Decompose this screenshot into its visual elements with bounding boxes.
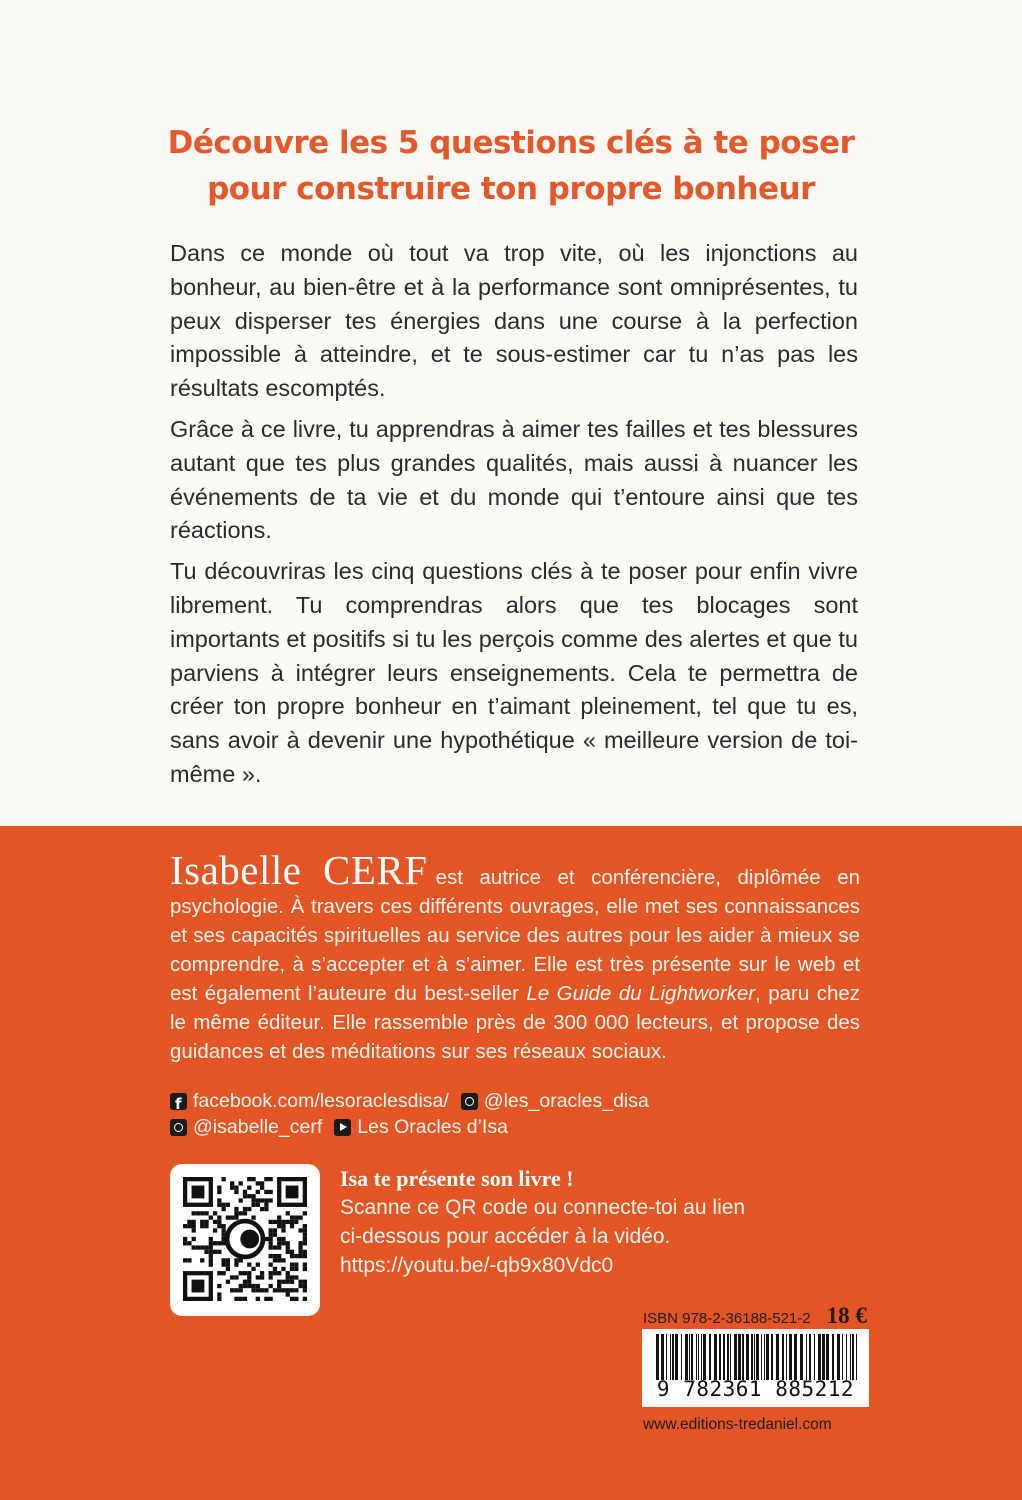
- youtube-label: Les Oracles d’Isa: [357, 1116, 508, 1138]
- qr-line-1: Scanne ce QR code ou connecte-toi au lien: [340, 1196, 746, 1219]
- qr-title: Isa te présente son livre !: [340, 1166, 574, 1191]
- instagram-icon: [461, 1093, 478, 1110]
- blurb-paragraph-2: Grâce à ce livre, tu apprendras à aimer tes failles et tes blessures autant que tes plus grandes qualités, mais aussi à nuancer les événements de ta vie et du monde qui t’entoure ainsi que tes réactions.: [170, 415, 858, 544]
- bio-text-end: , paru chez le même éditeur. Elle rassemble près de 300 000 lecteurs, et propose des guidances et des méditations sur ses réseaux sociaux.: [170, 982, 860, 1063]
- instagram-icon: [170, 1119, 187, 1136]
- blurb-paragraph-3: Tu découvriras les cinq questions clés à te poser pour enfin vivre librement. Tu comprendras alors que tes blocages sont importants et positifs si tu les perçois comme des alertes et que tu parviens à intégrer leurs enseignements. Cela te permettra de créer ton propre bonheur en t’aimant pleinement, tel que tu es, sans avoir à devenir une hypothétique « meilleure version de toi-même ».: [170, 558, 858, 787]
- barcode-icon: [654, 1334, 860, 1380]
- qr-code[interactable]: [170, 1164, 320, 1316]
- headline-line-2: pour construire ton propre bonheur: [207, 171, 815, 207]
- instagram-label-oracles: @les_oracles_disa: [483, 1090, 649, 1112]
- headline-line-1: Découvre les 5 questions clés à te poser: [167, 125, 855, 161]
- youtube-link[interactable]: [334, 1114, 508, 1140]
- isbn: ISBN 978-2-36188-521-2: [643, 1310, 811, 1327]
- headline: [120, 120, 902, 212]
- facebook-label: facebook.com/lesoraclesdisa/: [193, 1090, 449, 1112]
- qr-description: [340, 1164, 745, 1280]
- isbn-price-row: [643, 1303, 867, 1329]
- social-row-1: [170, 1088, 661, 1114]
- author-bio: [170, 847, 860, 1066]
- blurb-paragraph-1: Dans ce monde où tout va trop vite, où les injonctions au bonheur, au bien-être et à la performance sont omniprésentes, tu peux disperser tes énergies dans une course à la perfection impossible à atteindre, et te sous-estimer car tu n’as pas les résultats escomptés.: [170, 240, 858, 402]
- instagram-label-isabelle: @isabelle_cerf: [193, 1116, 323, 1138]
- barcode-digits: 9 782361 885212: [656, 1377, 855, 1401]
- video-link[interactable]: https://youtu.be/-qb9x80Vdc0: [340, 1254, 614, 1277]
- author-band: [0, 826, 1022, 1500]
- youtube-icon: [334, 1119, 351, 1136]
- instagram-link-oracles[interactable]: [461, 1088, 649, 1114]
- social-row-2: [170, 1114, 661, 1140]
- barcode: [642, 1329, 869, 1407]
- author-name: Isabelle CERF: [170, 847, 428, 893]
- facebook-link[interactable]: [170, 1088, 449, 1114]
- price: 18 €: [826, 1303, 867, 1328]
- qr-line-2: ci-dessous pour accéder à la vidéo.: [340, 1225, 671, 1248]
- qr-code-icon: [183, 1177, 307, 1301]
- facebook-icon: [170, 1093, 187, 1110]
- bio-text-start: est autrice et conférencière, diplômée en psychologie. À travers ces différents ouvrages, elle met ses connaissances et ses capacités spirituelles au service des autres pour les aider à mieux se comprendre, à s’accepter et à s’aimer. Elle est très présente sur le web et est également l’auteure du best-seller: [170, 866, 860, 1005]
- publisher-website[interactable]: www.editions-tredaniel.com: [643, 1416, 832, 1433]
- instagram-link-isabelle[interactable]: [170, 1114, 322, 1140]
- blurb: [170, 237, 858, 799]
- social-links: [170, 1088, 661, 1140]
- bio-book-title: Le Guide du Lightworker: [526, 982, 756, 1005]
